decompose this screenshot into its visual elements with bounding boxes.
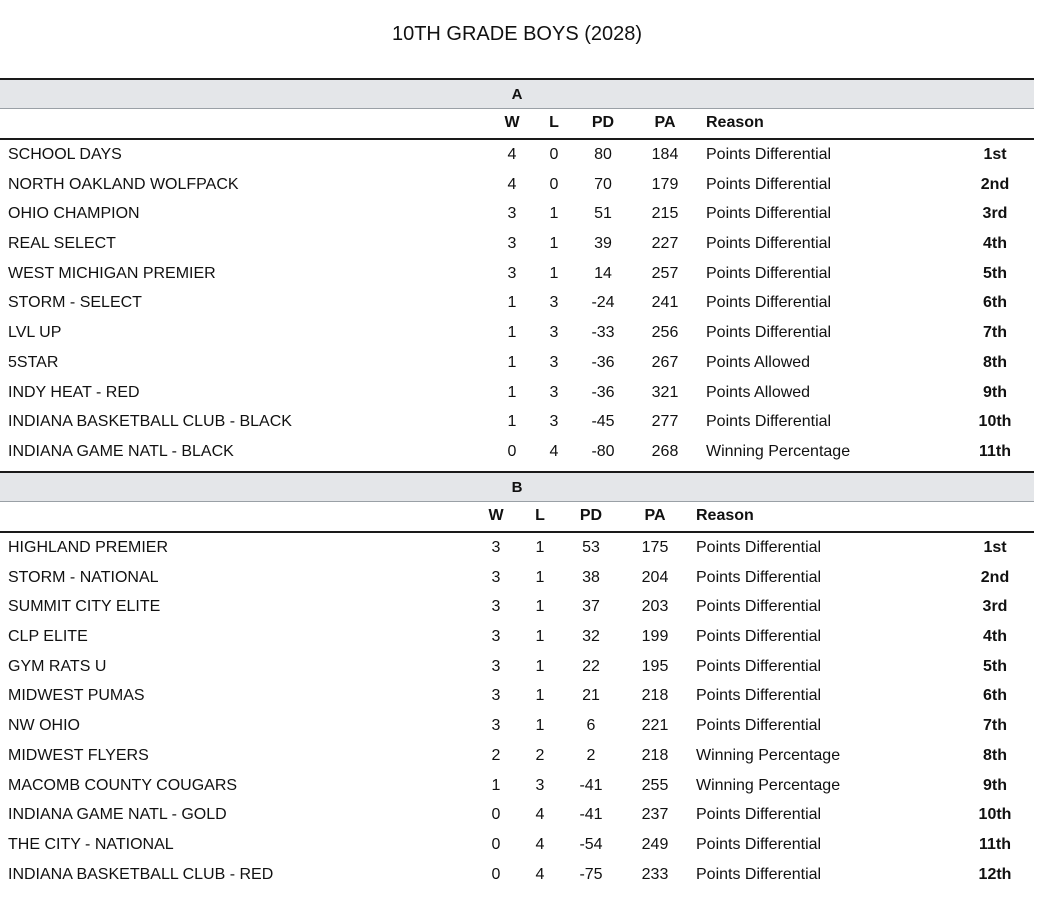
place: 8th <box>983 746 1007 764</box>
table-row <box>0 860 1034 890</box>
losses: 4 <box>535 835 545 853</box>
place: 5th <box>983 264 1007 282</box>
points-differential: -75 <box>579 865 603 883</box>
tiebreak-reason: Winning Percentage <box>706 442 851 460</box>
tiebreak-reason: Points Differential <box>696 568 822 586</box>
wins: 1 <box>507 383 517 401</box>
wins: 3 <box>491 657 501 675</box>
wins: 0 <box>491 806 501 824</box>
col-w-header: W <box>504 114 520 131</box>
points-allowed: 218 <box>641 687 669 705</box>
wins: 3 <box>507 205 517 223</box>
wins: 3 <box>491 687 501 705</box>
wins: 0 <box>491 835 501 853</box>
col-pd-header: PD <box>579 507 603 524</box>
team-name: THE CITY - NATIONAL <box>8 835 174 853</box>
place: 6th <box>983 687 1007 705</box>
wins: 3 <box>491 598 501 616</box>
wins: 4 <box>507 146 517 163</box>
team-name: GYM RATS U <box>8 657 107 675</box>
losses: 1 <box>535 598 545 616</box>
points-allowed: 215 <box>651 205 679 223</box>
points-differential: 6 <box>586 717 596 735</box>
table-row <box>0 407 1034 437</box>
wins: 1 <box>507 353 517 371</box>
place: 4th <box>983 235 1007 253</box>
losses: 3 <box>549 294 559 312</box>
losses: 1 <box>549 205 559 223</box>
team-name: INDIANA GAME NATL - GOLD <box>8 806 227 824</box>
col-reason-header: Reason <box>696 507 754 524</box>
points-allowed: 233 <box>641 865 669 883</box>
group-name: B <box>511 479 523 496</box>
table-row <box>0 348 1034 378</box>
table-row <box>0 140 1034 170</box>
points-allowed: 237 <box>641 806 669 824</box>
tiebreak-reason: Points Differential <box>696 717 822 735</box>
wins: 3 <box>507 264 517 282</box>
team-name: LVL UP <box>8 324 62 342</box>
losses: 4 <box>549 442 559 460</box>
team-name: STORM - SELECT <box>8 294 142 312</box>
points-allowed: 321 <box>651 383 679 401</box>
place: 10th <box>978 806 1012 824</box>
col-pa-header: PA <box>644 507 666 524</box>
place: 6th <box>983 294 1007 312</box>
points-differential: 21 <box>582 687 600 705</box>
tiebreak-reason: Points Differential <box>706 294 832 312</box>
wins: 3 <box>507 235 517 253</box>
losses: 1 <box>535 539 545 556</box>
points-differential: 53 <box>582 539 600 556</box>
wins: 0 <box>491 865 501 883</box>
points-allowed: 267 <box>651 353 679 371</box>
losses: 4 <box>535 806 545 824</box>
wins: 1 <box>507 413 517 431</box>
col-l-header: L <box>535 507 545 524</box>
points-differential: 32 <box>582 628 600 646</box>
points-differential: 51 <box>594 205 612 223</box>
page-title: 10TH GRADE BOYS (2028) <box>391 23 643 45</box>
losses: 1 <box>535 657 545 675</box>
group-name: A <box>511 86 523 103</box>
points-differential: 2 <box>586 746 596 764</box>
wins: 1 <box>491 776 501 794</box>
group-header <box>0 78 1034 109</box>
team-name: INDIANA BASKETBALL CLUB - BLACK <box>8 413 292 431</box>
points-differential: 70 <box>594 175 612 193</box>
team-name: OHIO CHAMPION <box>8 205 140 223</box>
table-row <box>0 800 1034 830</box>
points-allowed: 175 <box>641 539 669 556</box>
tiebreak-reason: Points Differential <box>696 687 822 705</box>
losses: 3 <box>549 413 559 431</box>
table-row <box>0 652 1034 682</box>
table-row <box>0 229 1034 259</box>
place: 11th <box>978 442 1011 460</box>
points-allowed: 255 <box>641 776 669 794</box>
table-row <box>0 592 1034 622</box>
points-allowed: 249 <box>641 835 669 853</box>
wins: 0 <box>507 442 517 460</box>
table-row <box>0 437 1034 467</box>
wins: 3 <box>491 628 501 646</box>
wins: 2 <box>491 746 501 764</box>
table-row <box>0 622 1034 652</box>
losses: 1 <box>535 628 545 646</box>
group-header <box>0 471 1034 502</box>
points-allowed: 203 <box>641 598 669 616</box>
points-allowed: 179 <box>651 175 679 193</box>
points-differential: -33 <box>591 324 615 342</box>
table-row <box>0 741 1034 771</box>
losses: 1 <box>549 235 559 253</box>
losses: 1 <box>535 568 545 586</box>
tiebreak-reason: Points Differential <box>696 835 822 853</box>
place: 7th <box>983 717 1007 735</box>
wins: 4 <box>507 175 517 193</box>
points-allowed: 218 <box>641 746 669 764</box>
team-name: MIDWEST PUMAS <box>8 687 145 705</box>
tiebreak-reason: Points Differential <box>706 205 832 223</box>
place: 1st <box>983 146 1007 163</box>
wins: 3 <box>491 568 501 586</box>
table-row <box>0 533 1034 563</box>
team-name: HIGHLAND PREMIER <box>8 539 169 556</box>
team-name: INDIANA GAME NATL - BLACK <box>8 442 234 460</box>
table-row <box>0 563 1034 593</box>
losses: 3 <box>549 383 559 401</box>
team-name: NW OHIO <box>8 717 80 735</box>
points-differential: -24 <box>591 294 615 312</box>
losses: 0 <box>549 146 559 163</box>
points-differential: 37 <box>582 598 600 616</box>
tiebreak-reason: Points Allowed <box>706 383 811 401</box>
points-allowed: 195 <box>641 657 669 675</box>
tiebreak-reason: Points Differential <box>706 175 832 193</box>
points-differential: -54 <box>579 835 603 853</box>
points-differential: 80 <box>594 146 612 163</box>
place: 1st <box>983 539 1007 556</box>
standings-group-b <box>0 471 1034 889</box>
points-differential: 14 <box>594 264 612 282</box>
team-name: SUMMIT CITY ELITE <box>8 598 161 616</box>
table-row <box>0 199 1034 229</box>
points-allowed: 221 <box>641 717 669 735</box>
table-row <box>0 170 1034 200</box>
team-name: NORTH OAKLAND WOLFPACK <box>8 175 239 193</box>
place: 10th <box>978 413 1012 431</box>
points-allowed: 204 <box>641 568 669 586</box>
wins: 1 <box>507 294 517 312</box>
losses: 1 <box>535 687 545 705</box>
group-rows <box>0 140 1034 467</box>
points-differential: -80 <box>591 442 615 460</box>
losses: 3 <box>535 776 545 794</box>
points-allowed: 184 <box>651 146 679 163</box>
team-name: SCHOOL DAYS <box>8 146 122 163</box>
points-allowed: 277 <box>651 413 679 431</box>
team-name: WEST MICHIGAN PREMIER <box>8 264 216 282</box>
losses: 3 <box>549 353 559 371</box>
tiebreak-reason: Points Differential <box>696 628 822 646</box>
col-pd-header: PD <box>591 114 615 131</box>
points-differential: 38 <box>582 568 600 586</box>
group-rows <box>0 533 1034 889</box>
table-row <box>0 830 1034 860</box>
column-header-row <box>0 502 1034 533</box>
points-differential: 39 <box>594 235 612 253</box>
table-row <box>0 711 1034 741</box>
table-row <box>0 681 1034 711</box>
place: 2nd <box>980 568 1010 586</box>
losses: 0 <box>549 175 559 193</box>
team-name: 5STAR <box>8 353 59 371</box>
place: 4th <box>983 628 1007 646</box>
place: 5th <box>983 657 1007 675</box>
tiebreak-reason: Points Differential <box>706 264 832 282</box>
points-differential: -36 <box>591 353 615 371</box>
place: 3rd <box>982 598 1008 616</box>
tiebreak-reason: Points Differential <box>696 657 822 675</box>
team-name: CLP ELITE <box>8 628 88 646</box>
tiebreak-reason: Points Differential <box>706 413 832 431</box>
wins: 3 <box>491 717 501 735</box>
points-allowed: 199 <box>641 628 669 646</box>
tiebreak-reason: Points Allowed <box>706 353 811 371</box>
points-allowed: 227 <box>651 235 679 253</box>
tiebreak-reason: Points Differential <box>706 235 832 253</box>
losses: 2 <box>535 746 545 764</box>
place: 12th <box>978 865 1012 883</box>
table-row <box>0 771 1034 801</box>
points-differential: -45 <box>591 413 615 431</box>
losses: 1 <box>549 264 559 282</box>
points-allowed: 256 <box>651 324 679 342</box>
tiebreak-reason: Points Differential <box>696 539 822 556</box>
column-header-row <box>0 109 1034 140</box>
losses: 4 <box>535 865 545 883</box>
team-name: INDY HEAT - RED <box>8 383 140 401</box>
col-reason-header: Reason <box>706 114 764 131</box>
place: 8th <box>983 353 1007 371</box>
table-row <box>0 318 1034 348</box>
tiebreak-reason: Winning Percentage <box>696 746 841 764</box>
col-w-header: W <box>488 507 504 524</box>
team-name: REAL SELECT <box>8 235 116 253</box>
tiebreak-reason: Points Differential <box>696 806 822 824</box>
losses: 3 <box>549 324 559 342</box>
col-l-header: L <box>549 114 559 131</box>
table-row <box>0 259 1034 289</box>
place: 11th <box>978 835 1011 853</box>
points-differential: -36 <box>591 383 615 401</box>
place: 9th <box>983 776 1007 794</box>
points-differential: -41 <box>579 806 603 824</box>
points-allowed: 268 <box>651 442 679 460</box>
place: 7th <box>983 324 1007 342</box>
points-allowed: 257 <box>651 264 679 282</box>
tiebreak-reason: Points Differential <box>706 324 832 342</box>
tiebreak-reason: Points Differential <box>696 598 822 616</box>
points-allowed: 241 <box>651 294 679 312</box>
table-row <box>0 288 1034 318</box>
place: 3rd <box>982 205 1008 223</box>
team-name: MIDWEST FLYERS <box>8 746 149 764</box>
wins: 1 <box>507 324 517 342</box>
team-name: STORM - NATIONAL <box>8 568 159 586</box>
team-name: MACOMB COUNTY COUGARS <box>8 776 238 794</box>
points-differential: 22 <box>582 657 600 675</box>
tiebreak-reason: Points Differential <box>696 865 822 883</box>
place: 9th <box>983 383 1007 401</box>
table-row <box>0 378 1034 408</box>
points-differential: -41 <box>579 776 603 794</box>
wins: 3 <box>491 539 501 556</box>
tiebreak-reason: Points Differential <box>706 146 832 163</box>
col-pa-header: PA <box>654 114 676 131</box>
losses: 1 <box>535 717 545 735</box>
team-name: INDIANA BASKETBALL CLUB - RED <box>8 865 274 883</box>
standings-group-a <box>0 78 1034 467</box>
tiebreak-reason: Winning Percentage <box>696 776 841 794</box>
place: 2nd <box>980 175 1010 193</box>
